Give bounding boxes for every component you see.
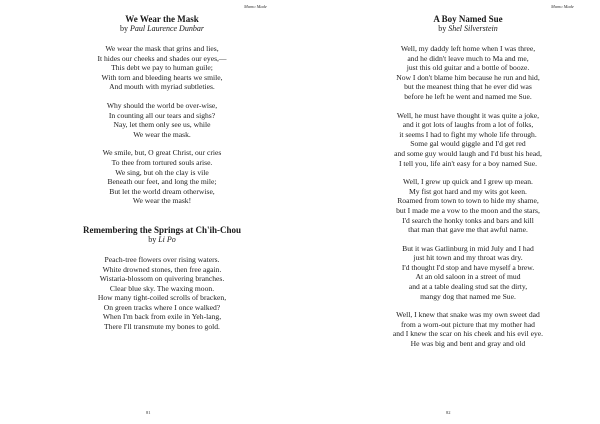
running-header: Mamo Made [551,4,574,9]
stanza [358,177,578,235]
poem-line: We smile, but, O great Christ, our cries [102,148,222,158]
right-poem-column [358,14,578,358]
poem-line: With torn and bleeding hearts we smile, [101,72,223,82]
poem-byline [52,24,272,34]
poem-line: How many tight-coiled scrolls of bracken, [97,293,227,303]
poem-author: Paul Laurence Dunbar [130,24,204,33]
poem-line: Nay, let them only see us, while [113,120,211,130]
poem-line: Clear blue sky. The waxing moon. [109,283,215,293]
poem-byline [52,235,272,245]
byline-prefix: by [438,24,447,33]
byline-prefix: by [148,234,157,244]
poem-byline [358,24,578,34]
poem-line: My fist got hard and my wits got keen. [409,186,527,196]
stanza [358,310,578,348]
poem-line: In counting all our tears and sighs? [108,110,216,120]
poem-line: White drowned stones, then free again. [102,264,222,274]
poem-line: We wear the mask! [132,196,192,206]
byline-prefix: by [120,24,129,33]
left-poem-column [52,14,272,341]
poem [358,14,578,349]
poem-line: that man that gave me that awful name. [408,225,528,235]
stanza [358,244,578,302]
poem-line: Now I don't blame him because he run and hid, [396,72,540,82]
poem [52,14,272,206]
poem-line: On green tracks where I once walked? [103,302,221,312]
running-header: Mamo Made [244,4,267,9]
poem-line: There I'll transmute my bones to gold. [104,322,220,332]
poem-line: Well, I knew that snake was my own sweet dad [396,310,540,320]
poem-line: We sing, but oh the clay is vile [115,167,209,177]
poem-line: I tell you, life ain't easy for a boy named Sue. [398,158,537,168]
poem-line: This debt we pay to human guile; [111,63,213,73]
poem-line: Peach-tree flowers over rising waters. [104,254,220,264]
poem-line: Why should the world be over-wise, [106,100,218,110]
poem-line: and I knew the scar on his cheek and his evil eye. [392,329,544,339]
poem-line: But it was Gatlinburg in mid July and I had [402,243,534,253]
stanza [52,148,272,206]
poem [52,225,272,332]
stanza [52,101,272,139]
stanza [52,44,272,92]
poem-line: It hides our cheeks and shades our eyes,— [97,53,227,63]
poem-line: He was big and bent and gray and old [410,339,526,349]
poem-line: Wistaria-blossom on quivering branches. [99,274,225,284]
poem-title: A Boy Named Sue [433,14,503,24]
page-number: 81 [146,410,151,415]
poem-line: We wear the mask that grins and lies, [105,44,219,53]
poem-title: Remembering the Springs at Ch'ih-Chou [82,224,241,235]
poem-line: and at a table dealing stud sat the dirty, [408,282,528,292]
poem-line: But let the world dream otherwise, [109,186,215,196]
poem-title: We Wear the Mask [125,14,199,24]
page-number: 82 [446,410,451,415]
stanza [52,255,272,332]
stanza [358,111,578,169]
poem-line: Well, I grew up quick and I grew up mean. [403,177,533,187]
poem-line: but the meanest thing that he ever did was [404,82,532,92]
poem-line: just this old guitar and a bottle of booze. [406,63,530,73]
poem-line: Roamed from town to town to hide my shame, [397,196,539,206]
poem-line: At an old saloon in a street of mud [415,272,521,282]
poem-line: before he left he went and named me Sue. [404,91,532,101]
poem-line: When I'm back from exile in Yeh-lang, [102,312,222,322]
poem-line: and he didn't leave much to Ma and me, [407,53,529,63]
poem-line: and some guy would laugh and I'd bust his head, [394,148,542,158]
poem-line: And mouth with myriad subtleties. [109,82,215,92]
poem-line: it seems I had to fight my whole life through. [399,129,537,139]
poem-line: We wear the mask. [133,129,191,139]
poem-author: Shel Silverstein [448,24,498,33]
stanza [358,44,578,102]
poem-line: just hit town and my throat was dry. [413,253,523,263]
right-page [300,0,600,424]
poem-line: and it got lots of laughs from a lot of folks, [402,120,534,130]
poem-line: but I made me a vow to the moon and the stars, [396,205,540,215]
poem-line: Well, he must have thought it was quite a joke, [396,110,540,120]
poem-line: mangy dog that named me Sue. [420,291,516,301]
poem-line: Well, my daddy left home when I was three, [400,44,536,53]
poem-line: I'd thought I'd stop and have myself a brew. [401,262,535,272]
poem-line: from a worn-out picture that my mother had [401,319,535,329]
poem-line: To thee from tortured souls arise. [111,157,213,167]
poem-line: Beneath our feet, and long the mile; [107,177,217,187]
poem-author: Li Po [158,234,176,244]
poem-line: I'd search the honky tonks and bars and kill [402,215,534,225]
poem-line: Some gal would giggle and I'd get red [410,139,526,149]
